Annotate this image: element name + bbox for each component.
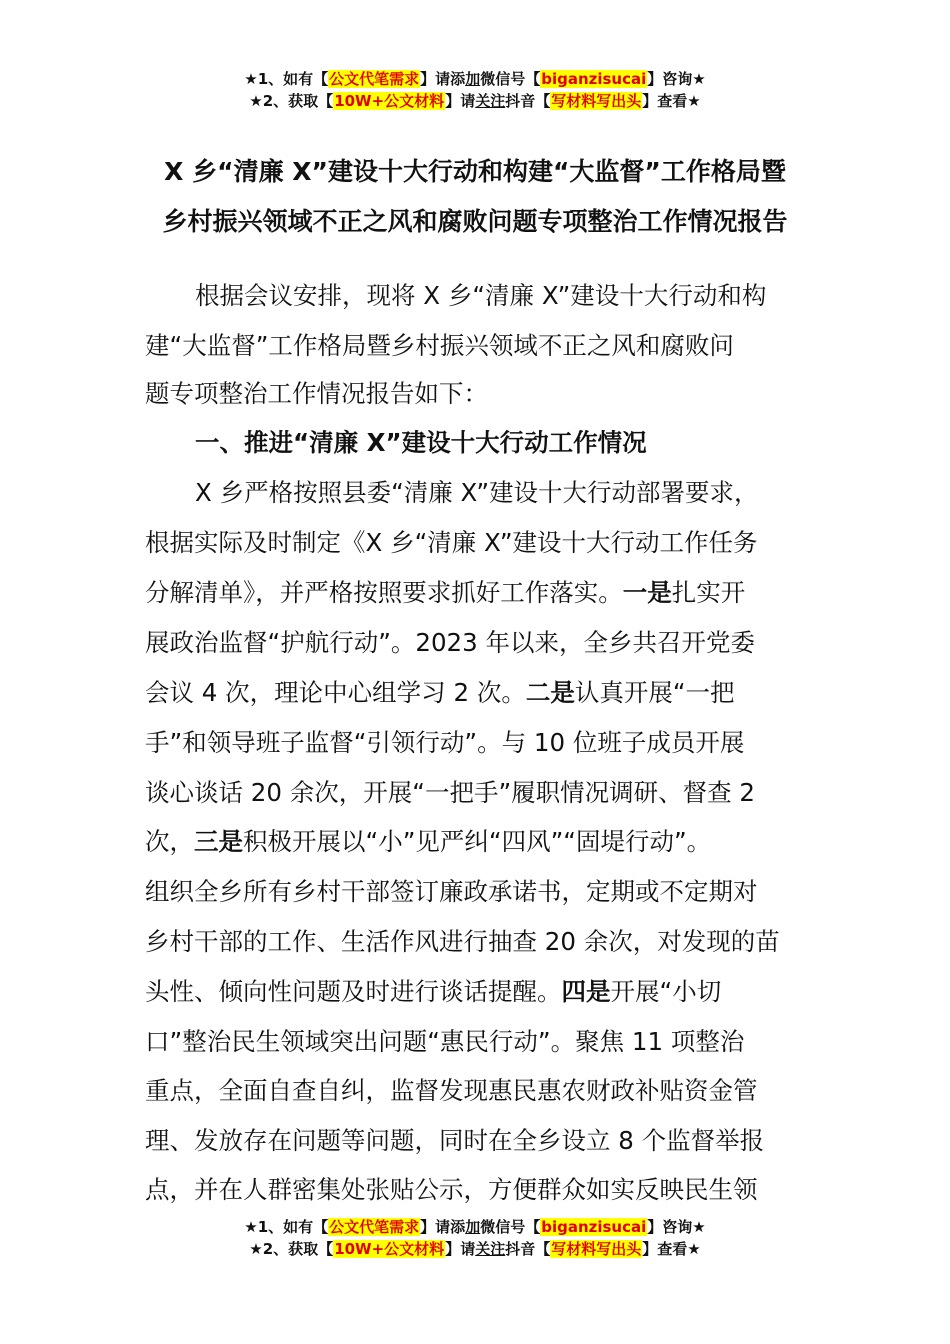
body-line: X 乡严格按照县委“清廉 X”建设十大行动部署要求，	[195, 478, 759, 507]
body-line: 根据实际及时制定《X 乡“清廉 X”建设十大行动工作任务	[145, 528, 758, 557]
promo-banner-top	[0, 68, 950, 112]
body-line: 展政治监督“护航行动”。2023 年以来，全乡共召开党委	[145, 628, 756, 657]
promo-line-1: ★1、如有【公文代笔需求】请添加微信号【biganzisucai】咨询★	[244, 1218, 706, 1236]
body-line: 理、发放存在问题等问题，同时在全乡设立 8 个监督举报	[145, 1126, 765, 1155]
body-line: 组织全乡所有乡村干部签订廉政承诺书，定期或不定期对	[145, 877, 758, 906]
body-line: 分解清单》，并严格按照要求抓好工作落实。一是扎实开	[145, 578, 746, 607]
highlight-wechat-id: biganzisucai	[541, 1218, 647, 1236]
promo-banner-bottom	[0, 1216, 950, 1260]
body-line: 会议 4 次，理论中心组学习 2 次。二是认真开展“一把	[145, 678, 735, 707]
body-line: 头性、倾向性问题及时进行谈话提醒。四是开展“小切	[145, 977, 722, 1006]
highlight-service: 公文代笔需求	[329, 70, 420, 88]
highlight-wechat-id: biganzisucai	[541, 70, 647, 88]
body-line: 点，并在人群密集处张贴公示，方便群众如实反映民生领	[145, 1175, 758, 1204]
highlight-service: 公文代笔需求	[329, 1218, 420, 1236]
promo-line-1: ★1、如有【公文代笔需求】请添加微信号【biganzisucai】咨询★	[244, 70, 706, 88]
highlight-materials: 10W+公文材料	[334, 1240, 445, 1258]
highlight-materials: 10W+公文材料	[334, 92, 445, 110]
body-line: 谈心谈话 20 余次，开展“一把手”履职情况调研、督查 2	[145, 778, 756, 807]
promo-line-2: ★2、获取【10W+公文材料】请关注抖音【写材料写出头】查看★	[249, 1240, 701, 1258]
highlight-douyin-account: 写材料写出头	[551, 1240, 642, 1258]
body-line: 根据会议安排，现将 X 乡“清廉 X”建设十大行动和构	[195, 281, 767, 310]
body-line: 次，三是积极开展以“小”见严纠“四风”“固堤行动”。	[145, 827, 712, 856]
highlight-douyin-account: 写材料写出头	[551, 92, 642, 110]
body-line: 题专项整治工作情况报告如下：	[145, 379, 488, 408]
document-title-line-2: 乡村振兴领域不正之风和腐败问题专项整治工作情况报告	[162, 207, 788, 236]
body-line: 口”整治民生领域突出问题“惠民行动”。聚焦 11 项整治	[145, 1027, 745, 1056]
body-line: 重点，全面自查自纠，监督发现惠民惠农财政补贴资金管	[145, 1076, 758, 1105]
body-line: 乡村干部的工作、生活作风进行抽查 20 余次，对发现的苗	[145, 927, 780, 956]
document-title-line-1: X 乡“清廉 X”建设十大行动和构建“大监督”工作格局暨	[164, 157, 786, 186]
section-heading-1: 一、推进“清廉 X”建设十大行动工作情况	[195, 428, 647, 457]
body-line: 建“大监督”工作格局暨乡村振兴领域不正之风和腐败问	[145, 331, 734, 360]
body-line: 手”和领导班子监督“引领行动”。与 10 位班子成员开展	[145, 728, 745, 757]
promo-line-2: ★2、获取【10W+公文材料】请关注抖音【写材料写出头】查看★	[249, 92, 701, 110]
